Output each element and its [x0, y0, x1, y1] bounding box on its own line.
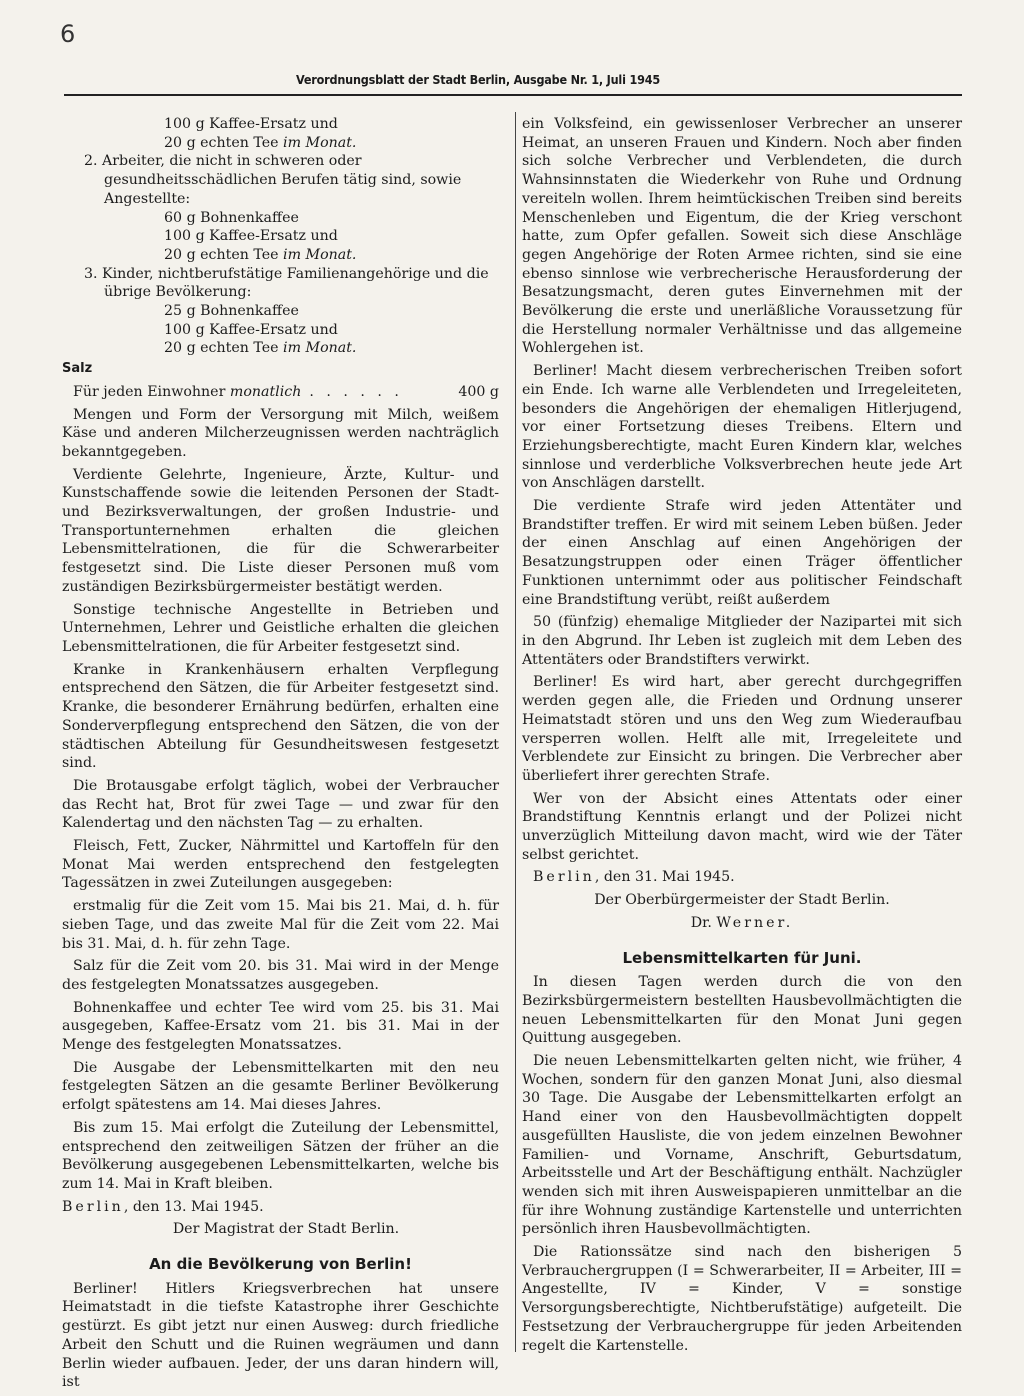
appeal-paragraph: Die verdiente Strafe wird jeden Attentäter und Brandstifter treffen. Er wird mit seinem Leben büßen. Jeder der einen Anschlag auf einen Angehörigen der Besatzungstruppen oder einen Träger öffentlicher Funktionen unternimmt oder aus politischer Feindschaft eine Brandstiftung verübt, reißt außerdem: [522, 498, 962, 608]
paragraph: Verdiente Gelehrte, Ingenieure, Ärzte, Kultur- und Kunstschaffende sowie die leitenden Personen der Stadt- und Bezirksverwaltungen, der großen Industrie- und Transportunternehmen erhalten die gleichen Lebensmittelrationen, die für die Schwerarbeiter festgesetzt sind. Die Liste dieser Personen muß vom zuständigen Bezirksbürgermeister bestätigt werden.: [62, 466, 499, 595]
signature-office: Der Oberbürgermeister der Stadt Berlin.: [594, 892, 890, 909]
cards-paragraph: Die Rationssätze sind nach den bisherigen 5 Verbrauchergruppen (I = Schwerarbeiter, II = Arbeiter, III = Angestellte, IV = Kinder, V = sonstige Versorgungsberechtigte, Nichtberufstätige) aufgeteilt. Die Festsetzung der Verbrauchergruppe für jeden Arbeitenden regelt die Kartenstelle.: [522, 1244, 962, 1354]
appeal-paragraph: Berliner! Es wird hart, aber gerecht durchgegriffen werden gegen alle, die Frieden und Ordnung unserer Heimatstadt stören und uns den Weg zum Wiederaufbau versperren wollen. Helft alle mit, Irregeleitete und Verblendete zur Einsicht zu bringen. Die Verbrecher aber überliefert ihrer gerechten Strafe.: [522, 674, 962, 784]
ration-line: 100 g Kaffee-Ersatz und: [164, 228, 338, 245]
cards-title: Lebensmittelkarten für Juni.: [622, 948, 862, 967]
appeal-paragraph: Berliner! Hitlers Kriegsverbrechen hat unsere Heimatstadt in die tiefste Katastrophe ihrer Geschichte gestürzt. Es gibt jetzt nur einen Ausweg: durch friedliche Arbeit den Schutt und die Ruinen wegräumen und dann Berlin wieder aufbauen. Jeder, der uns daran hindern will, ist: [62, 1280, 499, 1391]
item-number: 3.: [84, 265, 98, 282]
left-column: [62, 115, 499, 1396]
cards-paragraph: Die neuen Lebensmittelkarten gelten nicht, wie früher, 4 Wochen, sondern für den ganzen Monat Juni, also diesmal 30 Tage. Die Ausgabe der Lebensmittelkarten erfolgt an Hand einer von den Hausbevollmächtigten doppelt ausgefüllten Hausliste, die von jedem einzelnen Bewohner Familien- und Vorname, Anschrift, Geburtsdatum, Arbeitsstelle und Art der Beschäftigung enthält. Nachzügler wenden sich mit ihren Ausweispapieren unmittelbar an die für ihre Wohnung zuständige Kartenstelle und unterrichten persönlich ihren Hausbevollmächtigten.: [522, 1053, 962, 1238]
ration-line: 60 g Bohnenkaffee: [164, 209, 299, 226]
appeal-title: An die Bevölkerung von Berlin!: [149, 1255, 412, 1274]
appeal-continued: ein Volksfeind, ein gewissenloser Verbrecher an unserer Heimat, an unseren Frauen und Kindern. Noch aber finden sich solche Verbrecher und Verblendeten, die durch Wahnsinnstaten die Wiederkehr von Ruhe und Ordnung vereiteln wollen. Ihrem heimtückischen Treiben sind bereits Menschenleben und Eigentum, die der Krieg verschont hatte, zum Opfer gefallen. Soweit sich diese Anschläge gegen Angehörige der Roten Armee richten, sind sie eine ebenso sinnlose wie verbrecherische Herausforderung der Besatzungsmacht, deren gutes Einvernehmen mit der Bevölkerung die erste und unerläßliche Voraussetzung für die Herstellung normaler Verhältnisse und das allgemeine Wohlergehen ist.: [522, 116, 962, 357]
ration-list-group-2: [62, 209, 499, 265]
right-column: [522, 115, 962, 1359]
item-text: Kinder, nichtberufstätige Familienangehörige und die übrige Bevölkerung:: [102, 265, 489, 301]
paragraph: erstmalig für die Zeit vom 15. Mai bis 21. Mai, d. h. für sieben Tage, und das zweite Mal für die Zeit vom 22. Mai bis 31. Mai, d. h. für zehn Tage.: [62, 898, 499, 952]
paragraph: Bohnenkaffee und echter Tee wird vom 25. bis 31. Mai ausgegeben, Kaffee-Ersatz vom 21. bis 31. Mai in der Menge des festgelegten Monatssatzes.: [62, 999, 499, 1054]
dateline: Berlin, den 31. Mai 1945.: [533, 869, 735, 886]
paragraph: Bis zum 15. Mai erfolgt die Zuteilung der Lebensmittel, entsprechend den zeitweiligen Sätzen der früher an die Bevölkerung ausgegebenen Lebensmittelkarten, welche bis zum 14. Mai in Kraft bleiben.: [62, 1119, 499, 1192]
ration-list-group-3: [62, 302, 499, 358]
paragraph: Kranke in Krankenhäusern erhalten Verpflegung entsprechend den Sätzen, die für Arbeiter festgesetzt sind. Kranke, die besonderer Ernährung bedürfen, erhalten eine Sonderverpflegung entsprechend den Sätzen, die von der städtischen Abteilung für Gesundheitswesen festgesetzt sind.: [62, 661, 499, 772]
ration-line: 25 g Bohnenkaffee: [164, 303, 299, 320]
ration-line: 100 g Kaffee-Ersatz und: [164, 321, 338, 338]
item-number: 2.: [84, 153, 98, 170]
salz-line: Für jeden Einwohner monatlich . . . . . . 400 g: [73, 383, 499, 400]
column-divider: [515, 112, 516, 1352]
signature-name: Dr. Werner.: [690, 914, 794, 931]
leader-dots: . . . . . .: [309, 383, 403, 400]
salz-amount: 400 g: [458, 383, 499, 400]
appeal-paragraph: Wer von der Absicht eines Attentats oder einer Brandstiftung Kenntnis erlangt und der Polizei nicht unverzüglich Mitteilung davon macht, wird wie der Täter selbst gerichtet.: [522, 790, 962, 863]
header-rule: [64, 94, 962, 96]
dateline: Berlin, den 13. Mai 1945.: [62, 1198, 264, 1215]
paragraph: Die Ausgabe der Lebensmittelkarten mit den neu festgelegten Sätzen an die gesamte Berliner Bevölkerung erfolgt spätestens am 14. Mai dieses Jahres.: [62, 1059, 499, 1114]
salz-heading: Salz: [62, 361, 93, 377]
ration-item-3: [62, 265, 499, 302]
paragraph: Mengen und Form der Versorgung mit Milch, weißem Käse und anderen Milcherzeugnissen werden nachträglich bekanntgegeben.: [62, 406, 499, 460]
ration-item-2: [62, 152, 499, 208]
appeal-paragraph: 50 (fünfzig) ehemalige Mitglieder der Nazipartei mit sich in den Abgrund. Ihr Leben ist zugleich mit dem Leben des Attentäters oder Brandstifters verwirkt.: [522, 614, 962, 668]
paragraph: Die Brotausgabe erfolgt täglich, wobei der Verbraucher das Recht hat, Brot für zwei Tage — und zwar für den Kalendertag und den nächsten Tag — zu erhalten.: [62, 777, 499, 832]
page-number: 6: [60, 20, 76, 48]
running-header: Verordnungsblatt der Stadt Berlin, Ausgabe Nr. 1, Juli 1945: [296, 72, 660, 87]
cards-paragraph: In diesen Tagen werden durch die von den Bezirksbürgermeistern bestellten Hausbevollmächtigten die neuen Lebensmittelkarten für den Monat Juni gegen Quittung ausgegeben.: [522, 974, 962, 1047]
ration-line: 20 g echten Tee im Monat.: [164, 340, 357, 357]
ration-line: 20 g echten Tee im Monat.: [164, 134, 357, 151]
paragraph: Fleisch, Fett, Zucker, Nährmittel und Kartoffeln für den Monat Mai werden entsprechend den festgelegten Tagessätzen in zwei Zuteilungen ausgegeben:: [62, 838, 499, 892]
ration-line: 100 g Kaffee-Ersatz und: [164, 116, 338, 132]
paragraph: Sonstige technische Angestellte in Betrieben und Unternehmen, Lehrer und Geistliche erhalten die gleichen Lebensmittelrationen, die für Arbeiter festgesetzt sind.: [62, 601, 499, 655]
appeal-paragraph: Berliner! Macht diesem verbrecherischen Treiben sofort ein Ende. Ich warne alle Verblendeten und Irregeleiteten, besonders die Angehörigen der ehemaligen Hitlerjugend, vor einer Fortsetzung dieses Treibens. Eltern und Erziehungsberechtigte, macht Euren Kindern klar, welches sinnlose und verderbliche Volksverbrechen heute jede Art von Anschlägen darstellt.: [522, 363, 962, 492]
item-text: Arbeiter, die nicht in schweren oder gesundheitsschädlichen Berufen tätig sind, sowie Angestellte:: [102, 153, 462, 207]
ration-list-group-1: [62, 115, 499, 152]
paragraph: Salz für die Zeit vom 20. bis 31. Mai wird in der Menge des festgelegten Monatssatzes ausgegeben.: [62, 958, 499, 993]
signature: Der Magistrat der Stadt Berlin.: [172, 1221, 400, 1238]
ration-line: 20 g echten Tee im Monat.: [164, 246, 357, 263]
